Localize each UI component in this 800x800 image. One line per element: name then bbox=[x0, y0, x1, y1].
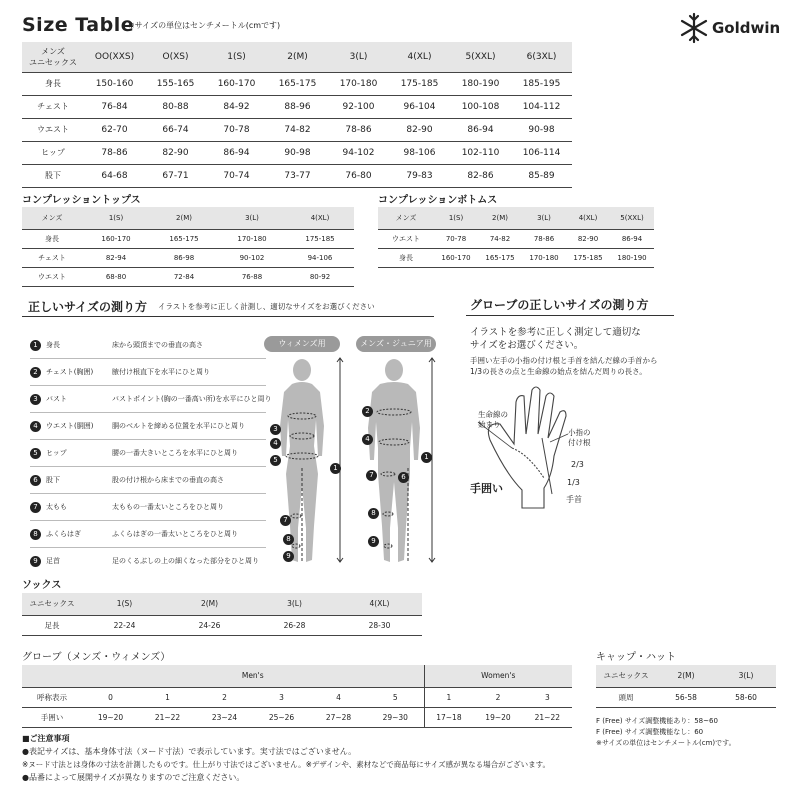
row-label: 身長 bbox=[22, 229, 82, 248]
header-label: メンズ bbox=[22, 207, 82, 229]
label-wrist: 手首 bbox=[566, 495, 582, 504]
measure-subtitle: イラストを参考に正しく計測し、適切なサイズをお選びください bbox=[158, 302, 375, 311]
table-cell: 170-180 bbox=[218, 229, 286, 248]
measure-desc: 足のくるぶしの上の細くなった部分をひと周り bbox=[112, 557, 259, 565]
header-label: メンズ bbox=[378, 207, 434, 229]
table-cell: 5 bbox=[367, 687, 424, 707]
measure-number: 6 bbox=[30, 475, 41, 486]
table-cell: 27~28 bbox=[310, 707, 367, 727]
table-cell: 74-82 bbox=[478, 229, 522, 248]
measure-desc: 床から頭頂までの垂直の高さ bbox=[112, 341, 203, 349]
size-header: 4(XL) bbox=[389, 42, 450, 72]
measure-item bbox=[30, 527, 238, 541]
table-cell: 0 bbox=[82, 687, 139, 707]
table-cell: 85-89 bbox=[511, 164, 572, 187]
size-header: 3(L) bbox=[328, 42, 389, 72]
table-cell: 86-94 bbox=[206, 141, 267, 164]
table-cell: 175-185 bbox=[286, 229, 354, 248]
cap-title: キャップ・ハット bbox=[596, 652, 676, 663]
size-header: 4(XL) bbox=[566, 207, 610, 229]
label-hand-circ: 手囲い bbox=[470, 482, 503, 495]
table-cell: 165-175 bbox=[267, 72, 328, 95]
table-cell: 19~20 bbox=[82, 707, 139, 727]
marker-7: 7 bbox=[366, 470, 377, 481]
table-cell: 24-26 bbox=[167, 615, 252, 635]
table-cell: 155-165 bbox=[145, 72, 206, 95]
marker-2: 2 bbox=[362, 406, 373, 417]
size-header: 3(L) bbox=[522, 207, 566, 229]
table-cell: 1 bbox=[424, 687, 473, 707]
table-cell: 21~22 bbox=[139, 707, 196, 727]
table-cell: 160-170 bbox=[82, 229, 150, 248]
measure-item bbox=[30, 554, 259, 568]
table-row bbox=[22, 72, 572, 95]
size-header: 2(M) bbox=[267, 42, 328, 72]
size-header: 1(S) bbox=[206, 42, 267, 72]
brand-name: Goldwin bbox=[712, 19, 781, 37]
row-label: 呼称表示 bbox=[22, 687, 82, 707]
glove-text-2: サイズをお選びください。 bbox=[470, 340, 584, 351]
size-header: 2(M) bbox=[656, 665, 716, 687]
label-one-third: 1/3 bbox=[567, 478, 580, 487]
mens-junior-label: メンズ・ジュニア用 bbox=[356, 336, 436, 352]
divider bbox=[466, 315, 674, 316]
table-cell: 4 bbox=[310, 687, 367, 707]
row-label: ウエスト bbox=[378, 229, 434, 248]
measure-desc: バストポイント(胸の一番高い所)を水平にひと周り bbox=[112, 395, 272, 403]
table-cell: 67-71 bbox=[145, 164, 206, 187]
measure-name: 身長 bbox=[46, 341, 60, 349]
table-cell: 70-78 bbox=[206, 118, 267, 141]
table-row bbox=[22, 687, 572, 707]
marker-1: 1 bbox=[330, 463, 341, 474]
table-cell: 98-106 bbox=[389, 141, 450, 164]
table-cell: 94-106 bbox=[286, 248, 354, 267]
measure-name: ウエスト(胴囲) bbox=[46, 422, 94, 430]
size-header: 5(XXL) bbox=[450, 42, 511, 72]
measure-desc: 胴のベルトを締める位置を水平にひと周り bbox=[112, 422, 245, 430]
label-lifeline-line2: 始まり bbox=[478, 420, 501, 429]
table-cell: 86-94 bbox=[450, 118, 511, 141]
table-cell: 180-190 bbox=[610, 248, 654, 267]
row-label: 股下 bbox=[22, 164, 84, 187]
measure-desc: 股の付け根から床までの垂直の高さ bbox=[112, 476, 224, 484]
table-cell: 82-94 bbox=[82, 248, 150, 267]
table-cell: 56-58 bbox=[656, 687, 716, 707]
marker-8: 8 bbox=[283, 534, 294, 545]
table-row bbox=[378, 229, 654, 248]
table-cell: 165-175 bbox=[478, 248, 522, 267]
cap-table bbox=[596, 665, 776, 708]
table-cell: 82-86 bbox=[450, 164, 511, 187]
measure-item bbox=[30, 365, 210, 379]
divider bbox=[30, 439, 266, 440]
table-row bbox=[378, 248, 654, 267]
table-cell: 78-86 bbox=[522, 229, 566, 248]
table-cell: 1 bbox=[139, 687, 196, 707]
table-row bbox=[22, 267, 354, 286]
size-header: 2(M) bbox=[478, 207, 522, 229]
main-size-table bbox=[22, 42, 572, 188]
divider bbox=[30, 466, 266, 467]
size-header: 2(M) bbox=[150, 207, 218, 229]
marker-9: 9 bbox=[368, 536, 379, 547]
label-pinky-line2: 付け根 bbox=[568, 438, 591, 447]
divider bbox=[30, 385, 266, 386]
table-cell: 74-82 bbox=[267, 118, 328, 141]
cap-note-2: F (Free) サイズ調整機能なし：60 bbox=[596, 728, 704, 736]
cap-note-3: ※サイズの単位はセンチメートル(cm)です。 bbox=[596, 739, 736, 747]
table-cell: 82-90 bbox=[145, 141, 206, 164]
measure-name: バスト bbox=[46, 395, 67, 403]
header-label bbox=[22, 42, 84, 72]
marker-8: 8 bbox=[368, 508, 379, 519]
table-row bbox=[22, 118, 572, 141]
label-lifeline-line1: 生命線の bbox=[478, 410, 508, 419]
table-cell: 3 bbox=[523, 687, 572, 707]
notes-line-1: ●表記サイズは、基本身体寸法（ヌード寸法）で表示しています。実寸法ではございません。 bbox=[22, 747, 357, 756]
table-cell: 180-190 bbox=[450, 72, 511, 95]
table-cell: 72-84 bbox=[150, 267, 218, 286]
unit-note: ※サイズの単位はセンチメートル(cmです) bbox=[128, 21, 281, 30]
table-cell: 79-83 bbox=[389, 164, 450, 187]
table-cell: 96-104 bbox=[389, 95, 450, 118]
table-cell: 90-98 bbox=[267, 141, 328, 164]
marker-4: 4 bbox=[270, 438, 281, 449]
table-cell: 170-180 bbox=[522, 248, 566, 267]
measure-item bbox=[30, 419, 245, 433]
table-cell: 165-175 bbox=[150, 229, 218, 248]
table-cell: 21~22 bbox=[523, 707, 572, 727]
size-header: 3(L) bbox=[716, 665, 776, 687]
glove-text-3: 手囲い左手の小指の付け根と手首を結んだ線の手首から bbox=[470, 356, 658, 365]
table-cell: 78-86 bbox=[84, 141, 145, 164]
size-header: 5(XXL) bbox=[610, 207, 654, 229]
measure-number: 3 bbox=[30, 394, 41, 405]
table-row bbox=[22, 95, 572, 118]
table-cell: 102-110 bbox=[450, 141, 511, 164]
gloves-table bbox=[22, 665, 572, 728]
table-header-row bbox=[22, 593, 422, 615]
table-cell: 25~26 bbox=[253, 707, 310, 727]
measure-number: 8 bbox=[30, 529, 41, 540]
row-label: ヒップ bbox=[22, 141, 84, 164]
measure-number: 1 bbox=[30, 340, 41, 351]
table-row bbox=[22, 164, 572, 187]
row-label: チェスト bbox=[22, 248, 82, 267]
table-cell: 58-60 bbox=[716, 687, 776, 707]
marker-7: 7 bbox=[280, 515, 291, 526]
label-pinky-base bbox=[568, 428, 591, 448]
table-cell: 86-94 bbox=[610, 229, 654, 248]
socks-table bbox=[22, 593, 422, 636]
measure-name: 足首 bbox=[46, 557, 60, 565]
size-header: 6(3XL) bbox=[511, 42, 572, 72]
measure-name: ふくらはぎ bbox=[46, 530, 81, 538]
table-cell: 80-88 bbox=[145, 95, 206, 118]
marker-9: 9 bbox=[283, 551, 294, 562]
measure-number: 9 bbox=[30, 556, 41, 567]
measure-number: 2 bbox=[30, 367, 41, 378]
table-cell: 160-170 bbox=[206, 72, 267, 95]
measure-desc: 太ももの一番太いところをひと周り bbox=[112, 503, 224, 511]
measure-number: 5 bbox=[30, 448, 41, 459]
table-cell: 3 bbox=[253, 687, 310, 707]
table-row bbox=[22, 615, 422, 635]
womens-label: ウィメンズ用 bbox=[264, 336, 340, 352]
measure-number: 4 bbox=[30, 421, 41, 432]
table-header-row bbox=[22, 665, 572, 687]
socks-title: ソックス bbox=[22, 580, 62, 591]
gloves-mens-header: Men's bbox=[82, 665, 424, 687]
measure-name: 股下 bbox=[46, 476, 60, 484]
table-header-row bbox=[22, 42, 572, 72]
table-cell: 29~30 bbox=[367, 707, 424, 727]
size-header: 3(L) bbox=[252, 593, 337, 615]
row-label: 身長 bbox=[22, 72, 84, 95]
size-header: OO(XXS) bbox=[84, 42, 145, 72]
measure-desc: 腋付け根直下を水平にひと周り bbox=[112, 368, 210, 376]
header-label-unisex: ユニセックス bbox=[29, 57, 77, 67]
measure-desc: 腰の一番大きいところを水平にひと周り bbox=[112, 449, 238, 457]
table-cell: 26-28 bbox=[252, 615, 337, 635]
divider bbox=[30, 358, 266, 359]
table-cell: 88-96 bbox=[267, 95, 328, 118]
table-cell: 82-90 bbox=[389, 118, 450, 141]
size-header: 4(XL) bbox=[286, 207, 354, 229]
row-label: 手囲い bbox=[22, 707, 82, 727]
table-cell: 92-100 bbox=[328, 95, 389, 118]
notes-line-2: ※ヌード寸法とは身体の寸法を計測したものです。仕上がり寸法ではございません。※デザインや、素材などで商品毎にサイズ感が異なる場合がございます。 bbox=[22, 760, 551, 769]
table-cell: 106-114 bbox=[511, 141, 572, 164]
marker-5: 5 bbox=[270, 455, 281, 466]
table-cell: 68-80 bbox=[82, 267, 150, 286]
table-cell: 17~18 bbox=[424, 707, 473, 727]
size-header: O(XS) bbox=[145, 42, 206, 72]
table-cell: 82-90 bbox=[566, 229, 610, 248]
size-header: 1(S) bbox=[434, 207, 478, 229]
header-empty bbox=[22, 665, 82, 687]
measure-number: 7 bbox=[30, 502, 41, 513]
divider bbox=[30, 520, 266, 521]
marker-3: 3 bbox=[270, 424, 281, 435]
table-cell: 86-98 bbox=[150, 248, 218, 267]
table-cell: 170-180 bbox=[328, 72, 389, 95]
table-cell: 23~24 bbox=[196, 707, 253, 727]
table-cell: 76-80 bbox=[328, 164, 389, 187]
table-cell: 100-108 bbox=[450, 95, 511, 118]
table-cell: 2 bbox=[196, 687, 253, 707]
table-cell: 19~20 bbox=[473, 707, 522, 727]
table-cell: 76-88 bbox=[218, 267, 286, 286]
table-cell: 185-195 bbox=[511, 72, 572, 95]
table-cell: 94-102 bbox=[328, 141, 389, 164]
table-cell: 62-70 bbox=[84, 118, 145, 141]
measure-name: チェスト(胸囲) bbox=[46, 368, 94, 376]
page-title: Size Table bbox=[22, 14, 135, 36]
compression-bottoms-table bbox=[378, 207, 654, 268]
table-cell: 90-102 bbox=[218, 248, 286, 267]
size-header: 3(L) bbox=[218, 207, 286, 229]
divider bbox=[30, 412, 266, 413]
notes-line-3: ●品番によって展開サイズが異なりますのでご注意ください。 bbox=[22, 773, 245, 782]
measure-item bbox=[30, 446, 238, 460]
table-cell: 2 bbox=[473, 687, 522, 707]
table-cell: 80-92 bbox=[286, 267, 354, 286]
table-row bbox=[22, 229, 354, 248]
measure-item bbox=[30, 392, 271, 406]
goldwin-logo-icon bbox=[678, 12, 710, 44]
marker-6: 6 bbox=[398, 472, 409, 483]
cap-note-1: F (Free) サイズ調整機能あり：58~60 bbox=[596, 717, 718, 725]
measure-item bbox=[30, 473, 224, 487]
marker-4: 4 bbox=[362, 434, 373, 445]
table-cell: 160-170 bbox=[434, 248, 478, 267]
table-cell: 22-24 bbox=[82, 615, 167, 635]
glove-text-4: 1/3の長さの点と生命線の始点を結んだ周りの長さ。 bbox=[470, 367, 647, 376]
table-cell: 84-92 bbox=[206, 95, 267, 118]
row-label: チェスト bbox=[22, 95, 84, 118]
table-row bbox=[596, 687, 776, 707]
table-cell: 64-68 bbox=[84, 164, 145, 187]
size-header: 2(M) bbox=[167, 593, 252, 615]
label-lifeline bbox=[478, 410, 508, 430]
gloves-title: グローブ（メンズ・ウィメンズ） bbox=[22, 652, 171, 663]
table-header-row bbox=[596, 665, 776, 687]
row-label: ウエスト bbox=[22, 267, 82, 286]
measure-title: 正しいサイズの測り方 bbox=[28, 300, 148, 314]
compression-bottoms-title: コンプレッションボトムス bbox=[378, 195, 498, 206]
table-cell: 70-74 bbox=[206, 164, 267, 187]
table-cell: 175-185 bbox=[389, 72, 450, 95]
table-cell: 90-98 bbox=[511, 118, 572, 141]
divider bbox=[30, 493, 266, 494]
label-two-thirds: 2/3 bbox=[571, 460, 584, 469]
table-row bbox=[22, 707, 572, 727]
gloves-womens-header: Women's bbox=[424, 665, 572, 687]
table-cell: 78-86 bbox=[328, 118, 389, 141]
size-header: 1(S) bbox=[82, 593, 167, 615]
measure-item bbox=[30, 338, 203, 352]
measure-name: 太もも bbox=[46, 503, 67, 511]
row-label: ウエスト bbox=[22, 118, 84, 141]
header-label: ユニセックス bbox=[596, 665, 656, 687]
divider bbox=[22, 316, 434, 317]
table-header-row bbox=[22, 207, 354, 229]
label-pinky-line1: 小指の bbox=[568, 428, 591, 437]
notes-heading: ■ご注意事項 bbox=[22, 734, 70, 743]
size-header: 4(XL) bbox=[337, 593, 422, 615]
compression-tops-table bbox=[22, 207, 354, 287]
table-cell: 104-112 bbox=[511, 95, 572, 118]
glove-measure-title: グローブの正しいサイズの測り方 bbox=[470, 298, 649, 312]
measure-item bbox=[30, 500, 224, 514]
header-label: ユニセックス bbox=[22, 593, 82, 615]
compression-tops-title: コンプレッショントップス bbox=[22, 195, 141, 206]
table-cell: 66-74 bbox=[145, 118, 206, 141]
table-cell: 73-77 bbox=[267, 164, 328, 187]
glove-text-1: イラストを参考に正しく測定して適切な bbox=[470, 327, 641, 338]
measure-name: ヒップ bbox=[46, 449, 67, 457]
size-header: 1(S) bbox=[82, 207, 150, 229]
table-cell: 70-78 bbox=[434, 229, 478, 248]
table-row bbox=[22, 248, 354, 267]
row-label: 頭周 bbox=[596, 687, 656, 707]
table-cell: 150-160 bbox=[84, 72, 145, 95]
table-header-row bbox=[378, 207, 654, 229]
marker-1: 1 bbox=[421, 452, 432, 463]
table-cell: 28-30 bbox=[337, 615, 422, 635]
table-cell: 76-84 bbox=[84, 95, 145, 118]
table-row bbox=[22, 141, 572, 164]
measure-desc: ふくらはぎの一番太いところをひと周り bbox=[112, 530, 238, 538]
header-label-mens: メンズ bbox=[41, 46, 65, 56]
table-cell: 175-185 bbox=[566, 248, 610, 267]
row-label: 足長 bbox=[22, 615, 82, 635]
divider bbox=[30, 547, 266, 548]
row-label: 身長 bbox=[378, 248, 434, 267]
